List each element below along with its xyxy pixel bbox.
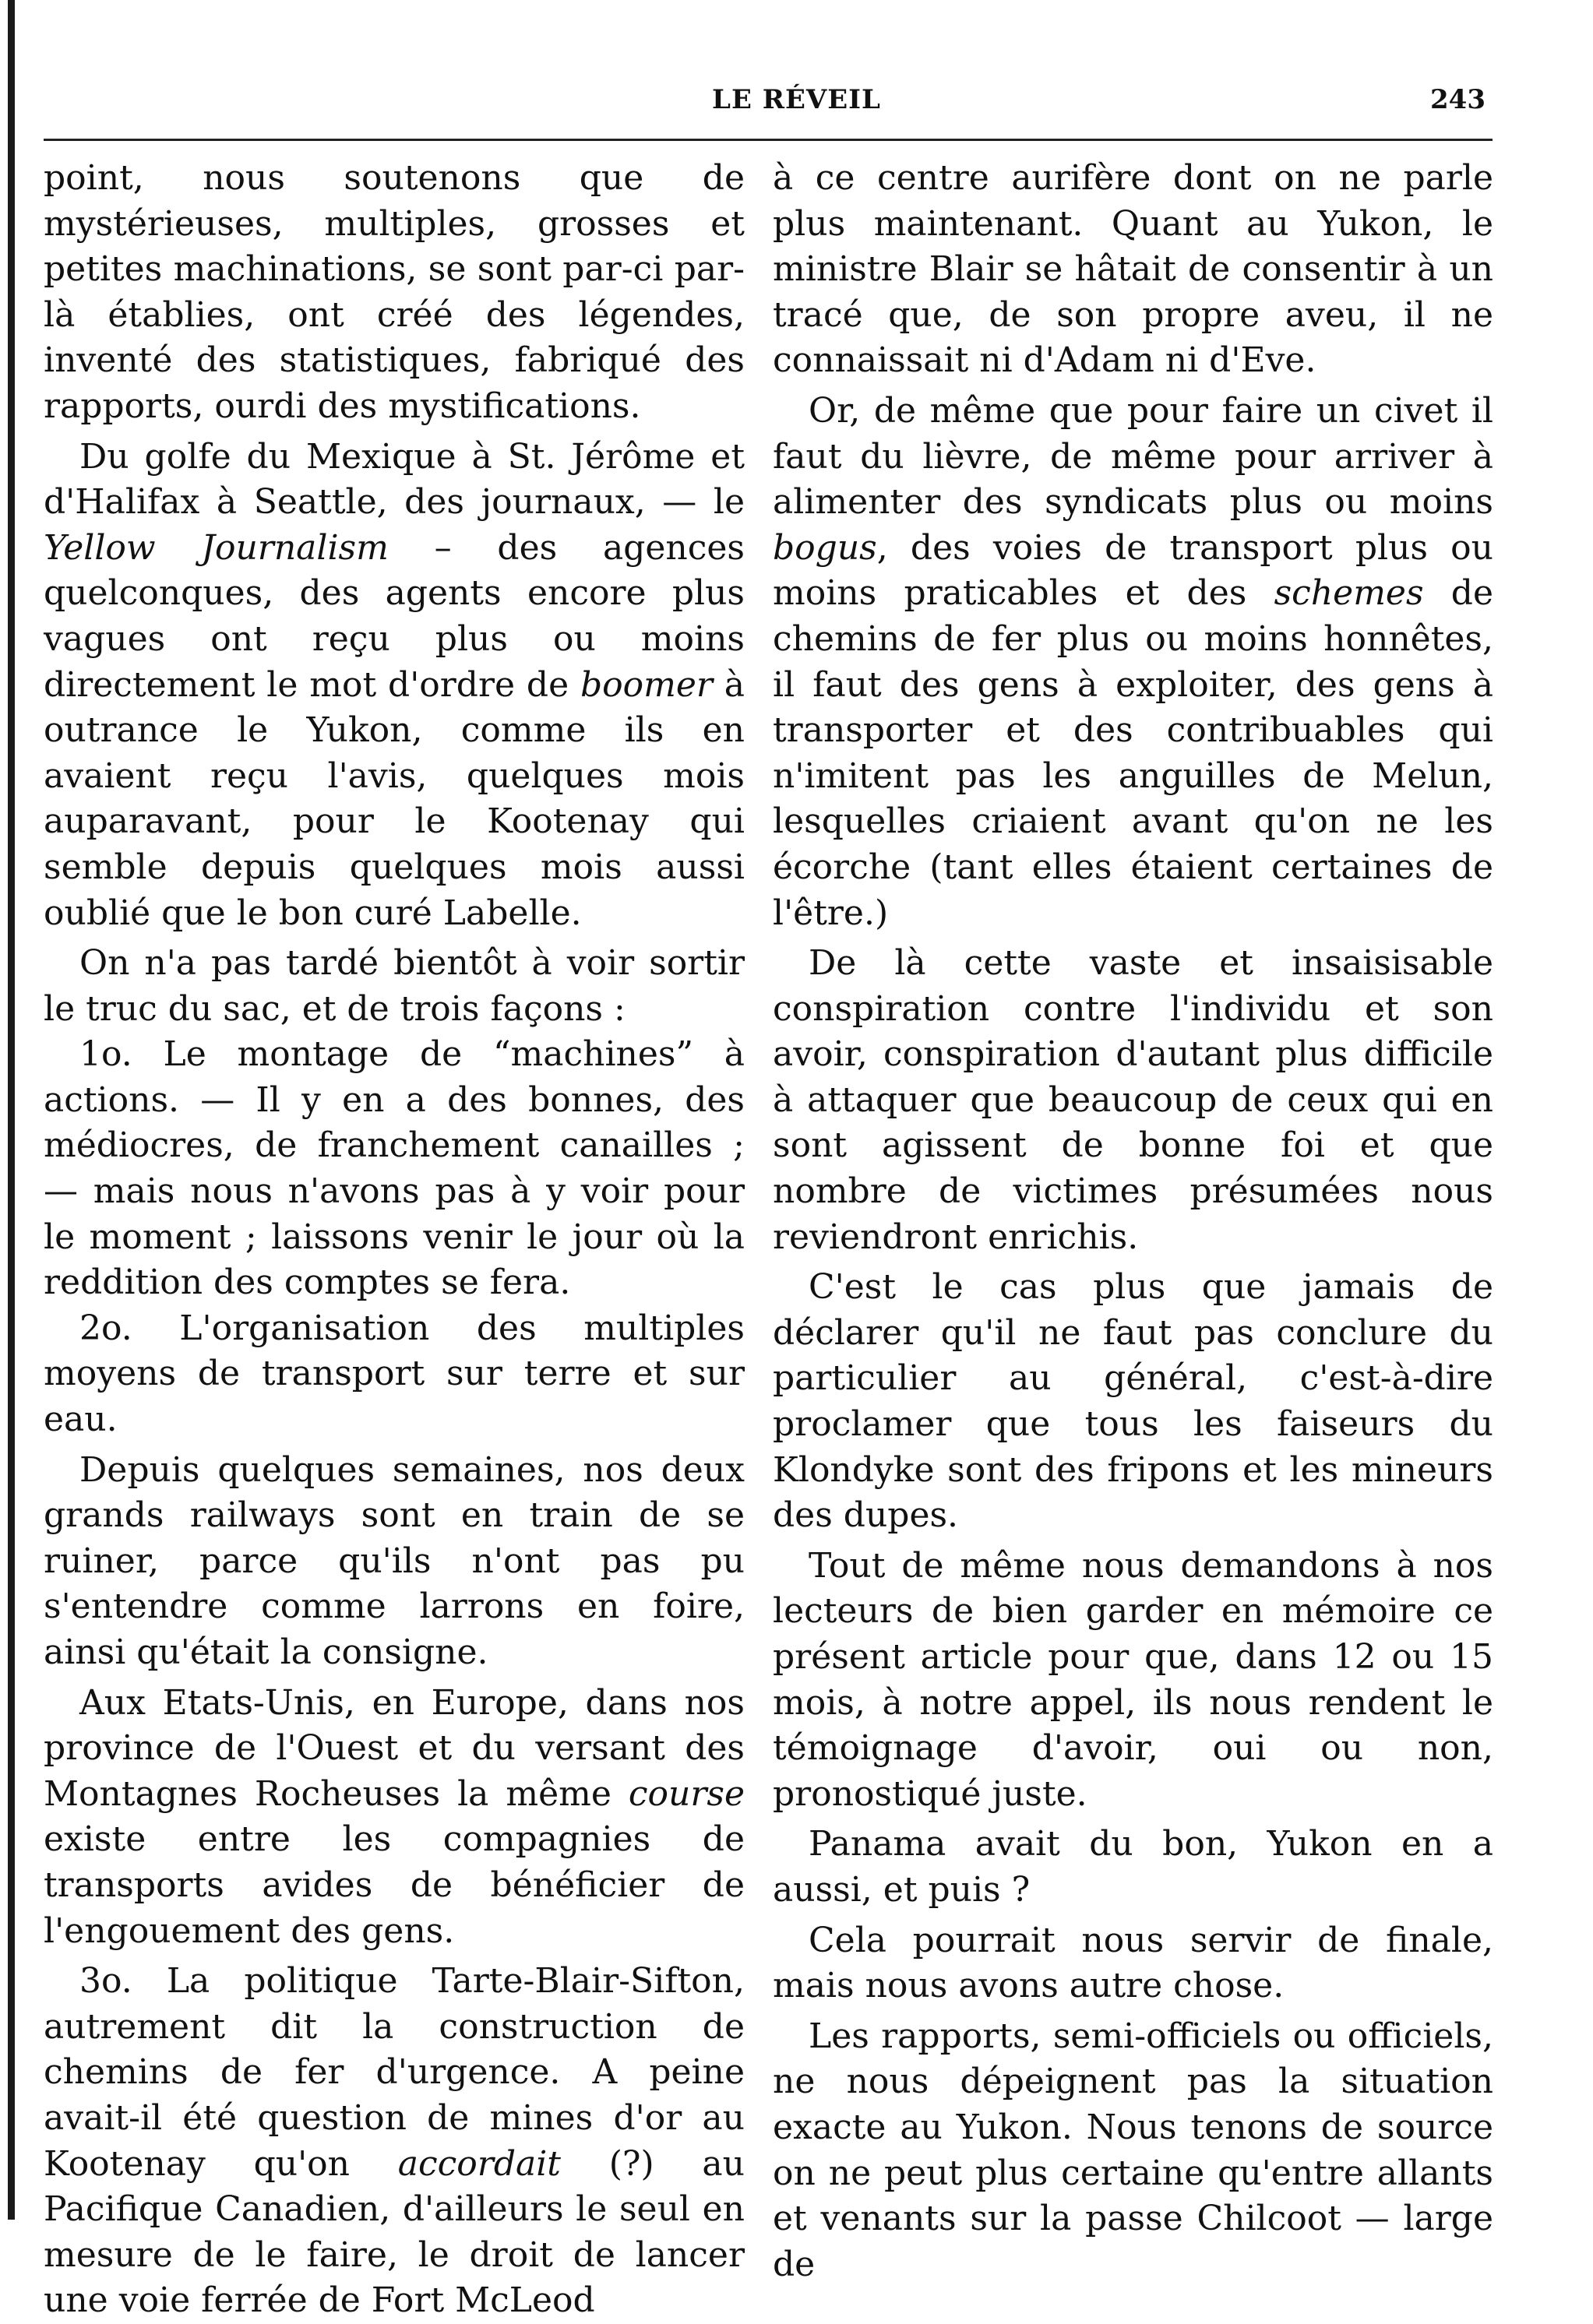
paragraph: Tout de même nous demandons à nos lecteurs de bien garder en mémoire ce présent article pour que, dans 12 ou 15 mois, à notre appel, ils nous rendent le témoignage d'avoir, oui ou non, pronostiqué juste. bbox=[773, 1545, 1493, 1814]
text-run: de chemins de fer plus ou moins honnêtes, il faut des gens à exploiter, des gens à transporter et des contribuables qui n'imitent pas les anguilles de Melun, lesquelles criaient avant qu'on ne les écorche (tant elles étaient certaines de l'être.) bbox=[773, 573, 1493, 933]
text-run: 3o. La politique Tarte-Blair-Sifton, autrement dit la construction de chemins de fer d'urgence. A peine avait-il été question de mines d'or au Kootenay qu'on bbox=[44, 1961, 745, 2184]
text-run: Aux Etats-Unis, en Europe, dans nos province de l'Ouest et du versant des Montagnes Rocheuses la même bbox=[44, 1682, 745, 1814]
italic-text: bogus bbox=[773, 527, 877, 568]
text-run: Or, de même que pour faire un civet il faut du lièvre, de même pour arriver à alimenter des syndicats plus ou moins bbox=[773, 390, 1493, 523]
page-number: 243 bbox=[1430, 84, 1486, 115]
text-run: Du golfe du Mexique à St. Jérôme et d'Halifax à Seattle, des journaux, — le bbox=[44, 436, 745, 523]
italic-text: Yellow Journalism bbox=[44, 527, 389, 568]
text-run: – des agences quelconques, des agents encore plus vagues ont reçu plus ou moins directement le mot d'ordre de bbox=[44, 527, 745, 705]
running-title: LE RÉVEIL bbox=[712, 84, 881, 115]
italic-text: schemes bbox=[1274, 573, 1424, 614]
italic-text: course bbox=[628, 1773, 745, 1814]
italic-text: boomer bbox=[580, 664, 713, 705]
paragraph bbox=[44, 1959, 745, 2324]
paragraph: à ce centre aurifère dont on ne parle plus maintenant. Quant au Yukon, le ministre Blair se hâtait de consentir à un tracé que, de son propre aveu, il ne connaissait ni d'Adam ni d'Eve. bbox=[773, 158, 1493, 381]
paragraph: 2o. L'organisation des multiples moyens de transport sur terre et sur eau. bbox=[44, 1308, 745, 1440]
left-column bbox=[44, 156, 745, 2324]
header-rule bbox=[44, 139, 1493, 141]
paragraph bbox=[773, 389, 1493, 936]
paragraph: point, nous soutenons que de mystérieuses, multiples, grosses et petites machinations, se sont par-ci par-là établies, ont créé des légendes, inventé des statistiques, fabriqué des rapports, ourdi des mystifications. bbox=[44, 158, 745, 426]
paragraph: C'est le cas plus que jamais de déclarer qu'il ne faut pas conclure du particulier au général, c'est-à-dire proclamer que tous les faiseurs du Klondyke sont des fripons et les mineurs des dupes. bbox=[773, 1267, 1493, 1536]
right-column bbox=[773, 156, 1493, 2287]
paragraph bbox=[44, 435, 745, 937]
paragraph: Panama avait du bon, Yukon en a aussi, et puis ? bbox=[773, 1824, 1493, 1910]
paragraph: On n'a pas tardé bientôt à voir sortir le truc du sac, et de trois façons : bbox=[44, 943, 745, 1029]
paragraph: Les rapports, semi-officiels ou officiels, ne nous dépeignent pas la situation exacte au Yukon. Nous tenons de source on ne peut plus certaine qu'entre allants et venants sur la passe Chilcoot — large de bbox=[773, 2016, 1493, 2284]
binding-edge bbox=[8, 0, 15, 2220]
text-run: à outrance le Yukon, comme ils en avaient reçu l'avis, quelques mois auparavant, pour le Kootenay qui semble depuis quelques mois aussi oublié que le bon curé Labelle. bbox=[44, 664, 745, 933]
text-run: existe entre les compagnies de transports avides de bénéficier de l'engouement des gens. bbox=[44, 1819, 745, 1951]
paragraph bbox=[44, 1681, 745, 1955]
paragraph: Cela pourrait nous servir de finale, mais nous avons autre chose. bbox=[773, 1920, 1493, 2006]
paragraph: 1o. Le montage de “machines” à actions. — Il y en a des bonnes, des médiocres, de franchement canailles ; — mais nous n'avons pas à y voir pour le moment ; laissons venir le jour où la reddition des comptes se fera. bbox=[44, 1034, 745, 1303]
paragraph: Depuis quelques semaines, nos deux grands railways sont en train de se ruiner, parce qu'ils n'ont pas pu s'entendre comme larrons en foire, ainsi qu'était la consigne. bbox=[44, 1449, 745, 1672]
italic-text: accordait bbox=[397, 2143, 561, 2184]
paragraph: De là cette vaste et insaisisable conspiration contre l'individu et son avoir, conspiration d'autant plus difficile à attaquer que beaucoup de ceux qui en sont agissent de bonne foi et que nombre de victimes présumées nous reviendront enrichis. bbox=[773, 943, 1493, 1257]
text-run: , des voies de transport plus ou moins praticables et des bbox=[773, 527, 1493, 614]
text-run: (?) au Pacifique Canadien, d'ailleurs le seul en mesure de le faire, le droit de lancer une voie ferrée de Fort McLeod bbox=[44, 2143, 745, 2321]
